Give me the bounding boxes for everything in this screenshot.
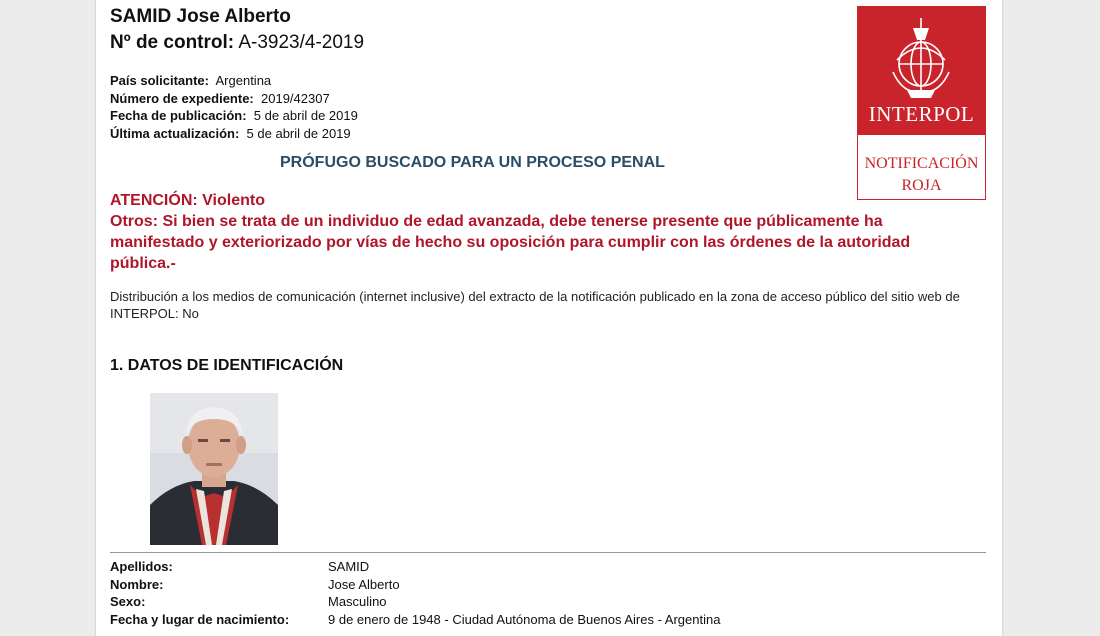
subject-name: SAMID Jose Alberto	[110, 6, 291, 27]
globe-emblem-icon	[857, 6, 986, 102]
logo-line-2: ROJA	[901, 177, 942, 194]
section-heading: 1. DATOS DE IDENTIFICACIÓN	[110, 357, 344, 374]
meta-file-label: Número de expediente:	[110, 90, 254, 106]
meta-upd-value: 5 de abril de 2019	[246, 125, 351, 141]
attention-line: ATENCIÓN: Violento	[110, 192, 265, 209]
warning-block	[110, 190, 980, 274]
identification-fields	[110, 558, 720, 628]
field-label: Sexo:	[110, 594, 146, 609]
field-label: Fecha y lugar de nacimiento:	[110, 611, 290, 627]
logo-notice-panel	[857, 134, 986, 200]
field-row	[110, 593, 720, 611]
control-label: Nº de control:	[110, 32, 235, 53]
meta-country-value: Argentina	[215, 73, 272, 88]
field-value: SAMID	[328, 559, 370, 574]
field-value: 9 de enero de 1948 - Ciudad Autónoma de Buenos Aires - Argentina	[328, 611, 721, 627]
notice-title: PRÓFUGO BUSCADO PARA UN PROCESO PENAL	[280, 154, 665, 171]
logo-line-1: NOTIFICACIÓN	[864, 155, 979, 172]
logo-word: INTERPOL	[868, 102, 975, 126]
distribution-note: Distribución a los medios de comunicación (internet inclusive) del extracto de la notificación publicado en la zona de acceso público del sitio web de INTERPOL: No	[110, 289, 960, 321]
logo-red-panel	[857, 6, 986, 134]
meta-country	[110, 72, 358, 90]
control-value: A-3923/4-2019	[238, 32, 365, 53]
field-label: Nombre:	[110, 576, 164, 592]
logo-notice-text	[858, 153, 985, 197]
meta-publication	[110, 107, 358, 125]
meta-pub-value: 5 de abril de 2019	[253, 108, 358, 123]
control-number	[110, 32, 364, 54]
field-value: Masculino	[328, 594, 387, 609]
meta-file-value: 2019/42307	[261, 90, 330, 106]
field-row	[110, 576, 720, 594]
field-label: Apellidos:	[110, 559, 173, 574]
field-value: Jose Alberto	[328, 576, 400, 592]
divider	[110, 552, 986, 553]
field-row	[110, 558, 720, 576]
subject-photo	[150, 393, 278, 545]
meta-pub-label: Fecha de publicación:	[110, 108, 247, 123]
portrait-image	[150, 393, 278, 545]
meta-file	[110, 90, 358, 108]
others-text: Otros: Si bien se trata de un individuo de edad avanzada, debe tenerse presente que públicamente ha manifestado y exteriorizado por vías de hecho su oposición para cumplir con las órdenes de la autoridad pública.-	[110, 213, 911, 272]
meta-upd-label: Última actualización:	[110, 125, 240, 141]
notice-metadata	[110, 72, 358, 142]
field-row	[110, 611, 720, 629]
notice-document	[96, 0, 1002, 636]
interpol-logo	[857, 6, 986, 200]
meta-country-label: País solicitante:	[110, 73, 209, 88]
meta-updated	[110, 125, 358, 143]
